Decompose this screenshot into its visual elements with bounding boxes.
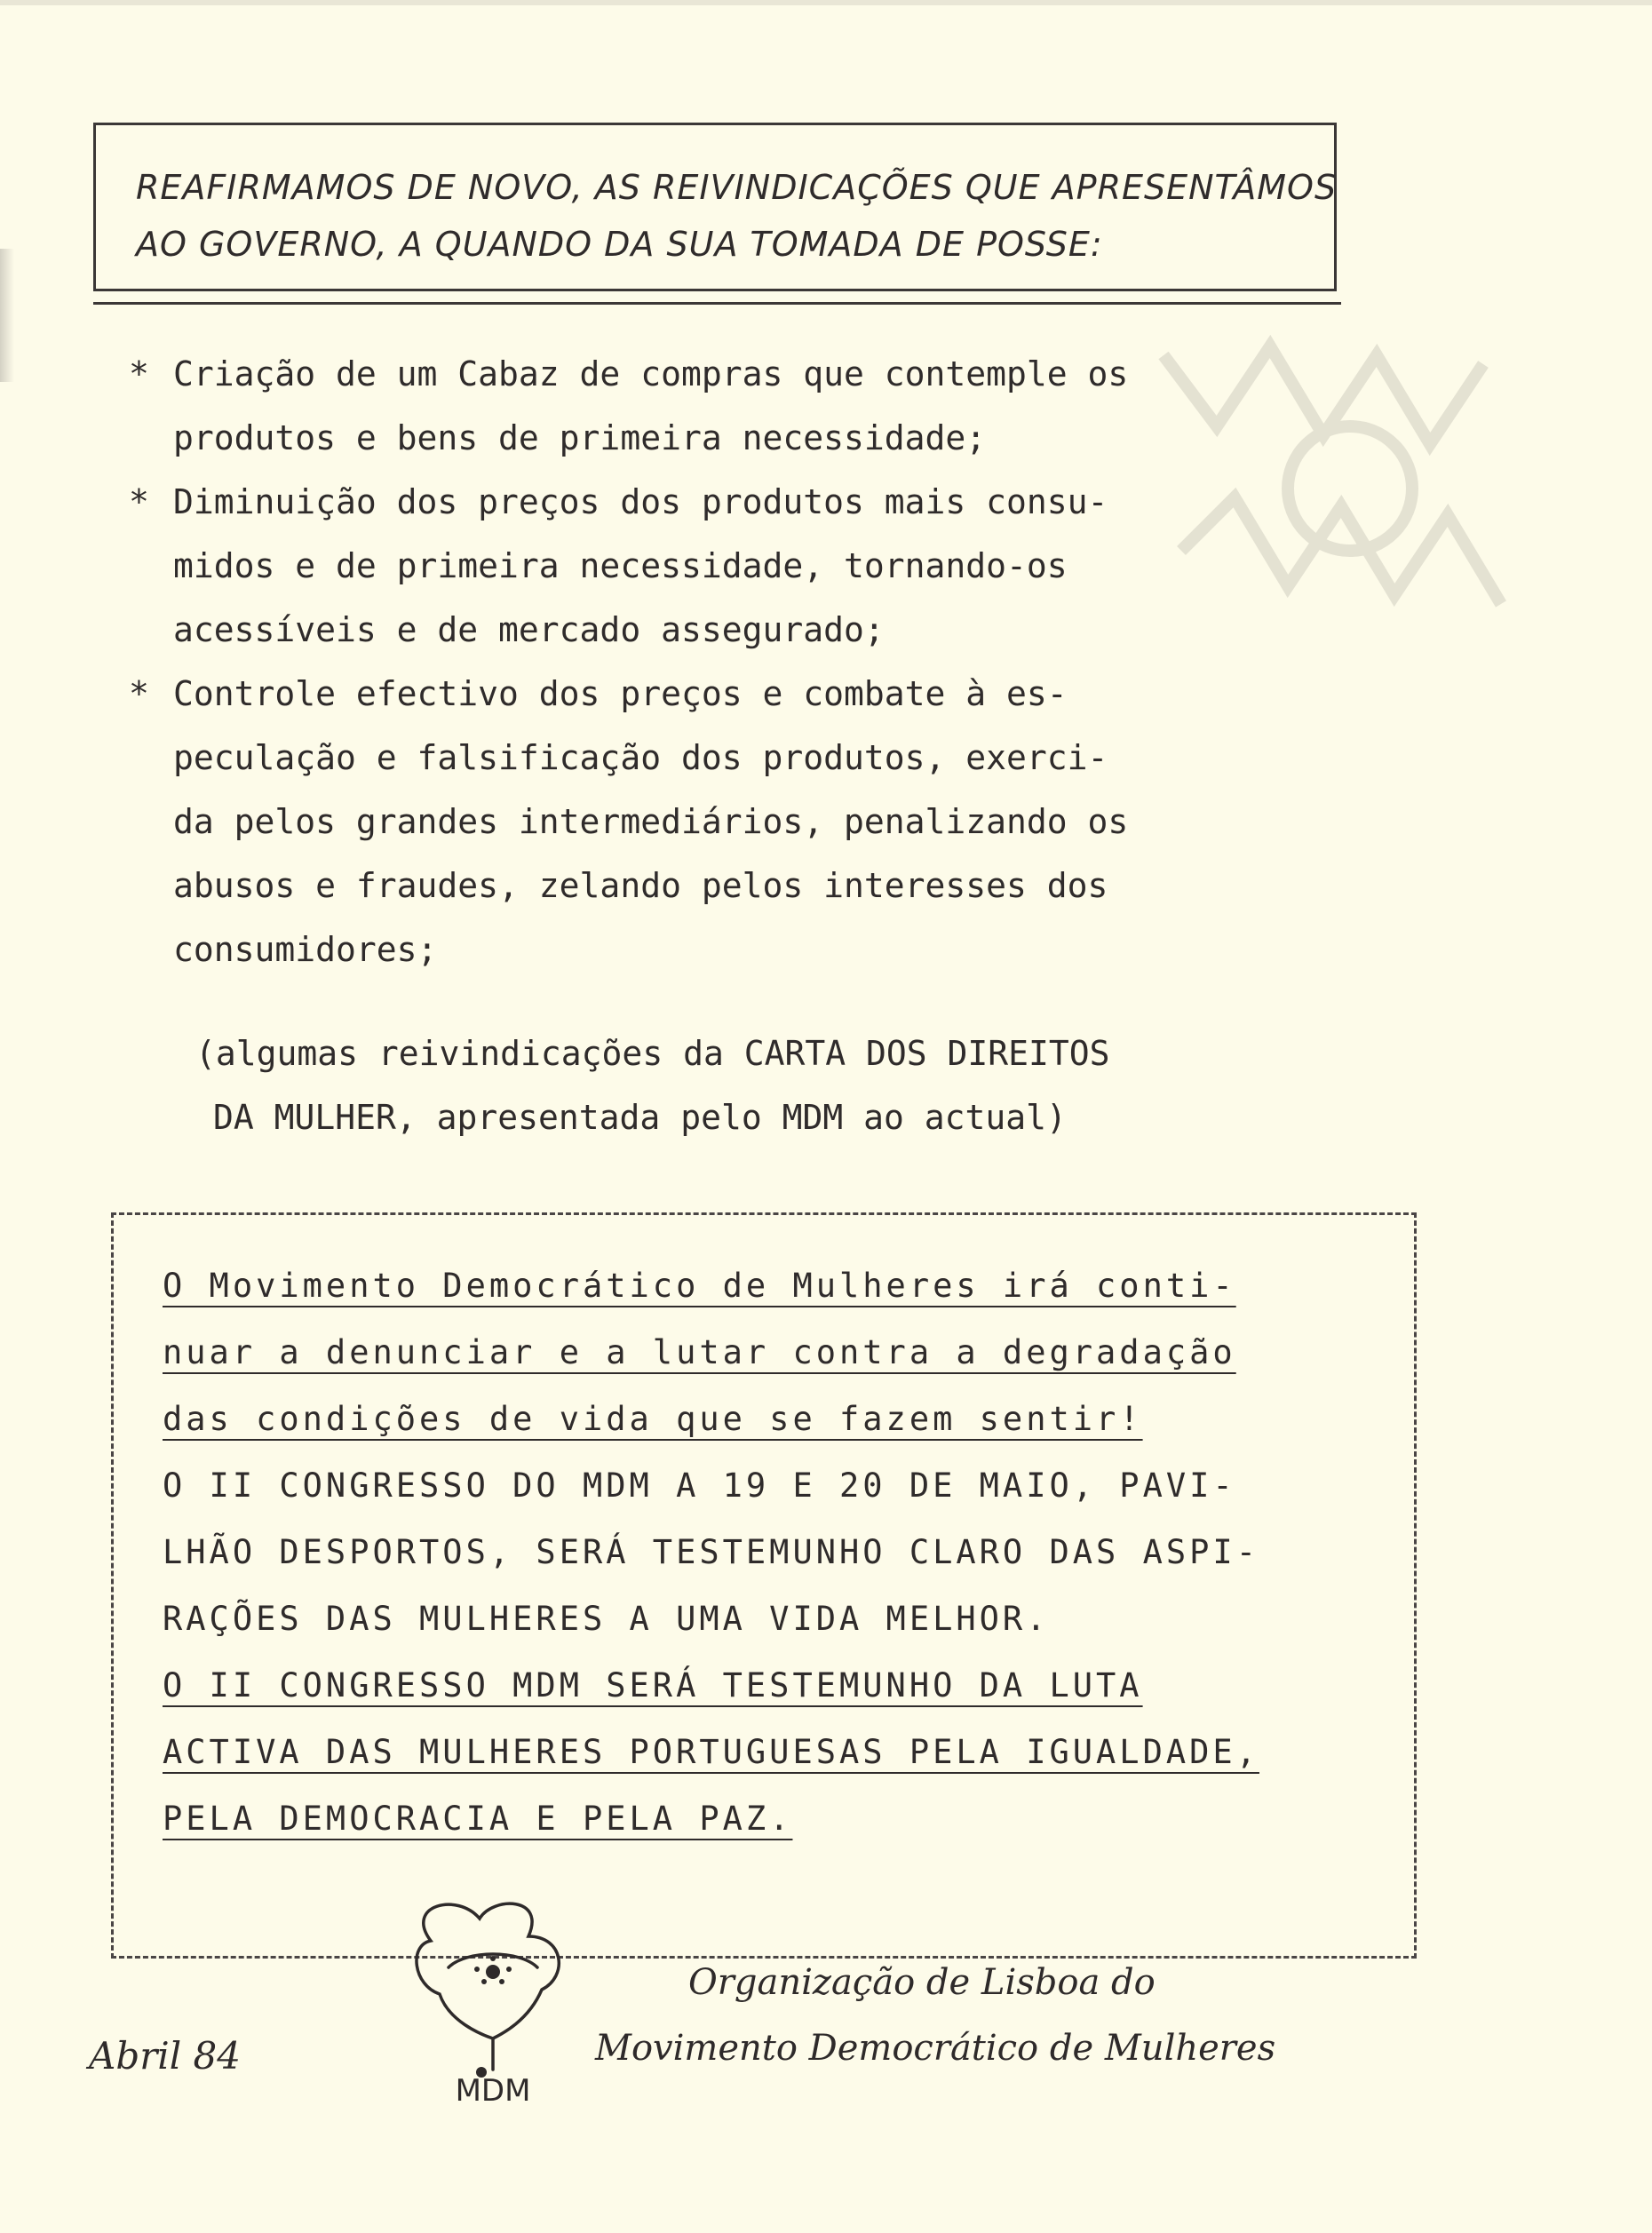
demand-line: consumidores;: [173, 930, 438, 969]
flower-dot: [499, 1979, 504, 1984]
organization-signature: [595, 1950, 1275, 2081]
flower-dot: [481, 1979, 487, 1984]
box-line: ACTIVA DAS MULHERES PORTUGUESAS PELA IGUALDADE,: [163, 1733, 1259, 1771]
org-line: Movimento Democrático de Mulheres: [595, 2028, 1276, 2069]
demand-line: Criação de um Cabaz de compras que contemple os: [173, 354, 1129, 393]
note: [195, 1021, 1110, 1149]
note-line: (algumas reivindicações da CARTA DOS DIREITOS: [195, 1034, 1110, 1073]
box-line: nuar a denunciar e a lutar contra a degradação: [163, 1333, 1236, 1371]
box-line: PELA DEMOCRACIA E PELA PAZ.: [163, 1800, 793, 1838]
flower-center: [486, 1965, 500, 1979]
box-line: O II CONGRESSO DO MDM A 19 E 20 DE MAIO, PAVI-: [163, 1466, 1236, 1505]
asterisk-bullet: *: [129, 354, 149, 393]
flower-dot: [506, 1967, 512, 1972]
header-line: AO GOVERNO, A QUANDO DA SUA TOMADA DE POSSE:: [136, 225, 1103, 264]
date: Abril 84: [89, 2034, 241, 2078]
paper-top-edge: [0, 0, 1652, 5]
demand-line: Diminuição dos preços dos produtos mais consu-: [173, 482, 1108, 521]
demand-item: [129, 662, 1283, 981]
mdm-logo: [395, 1887, 591, 2110]
flower-dot: [474, 1967, 480, 1972]
demand-line: produtos e bens de primeira necessidade;: [173, 418, 987, 457]
demand-line: da pelos grandes intermediários, penalizando os: [173, 802, 1129, 841]
asterisk-bullet: *: [129, 674, 149, 713]
demand-item: [129, 342, 1283, 470]
demand-line: abusos e fraudes, zelando pelos interesses dos: [173, 866, 1108, 905]
box-line: RAÇÕES DAS MULHERES A UMA VIDA MELHOR.: [163, 1600, 1050, 1638]
demand-line: midos e de primeira necessidade, tornando-os: [173, 546, 1068, 585]
demands-list: [129, 342, 1283, 981]
box-line: LHÃO DESPORTOS, SERÁ TESTEMUNHO CLARO DAS ASPI-: [163, 1533, 1259, 1571]
demand-item: [129, 470, 1283, 662]
header-box: [93, 123, 1337, 291]
header-line: REAFIRMAMOS DE NOVO, AS REIVINDICAÇÕES QUE APRESENTÂMOS: [136, 168, 1338, 207]
logo-text: MDM: [455, 2073, 531, 2109]
paper-shadow: [0, 249, 14, 382]
note-line: DA MULHER, apresentada pelo MDM ao actual): [213, 1098, 1067, 1137]
flower-dot: [490, 1956, 496, 1961]
box-line: O II CONGRESSO MDM SERÁ TESTEMUNHO DA LUTA: [163, 1666, 1143, 1705]
demand-line: peculação e falsificação dos produtos, exerci-: [173, 738, 1108, 777]
box-line: das condições de vida que se fazem sentir!: [163, 1400, 1143, 1438]
org-line: Organização de Lisboa do: [688, 1962, 1156, 2003]
congress-box: [111, 1212, 1417, 1959]
header-underline: [93, 302, 1341, 305]
demand-line: Controle efectivo dos preços e combate à es-: [173, 674, 1068, 713]
asterisk-bullet: *: [129, 482, 149, 521]
demand-line: acessíveis e de mercado assegurado;: [173, 610, 885, 649]
box-line: O Movimento Democrático de Mulheres irá conti-: [163, 1267, 1236, 1305]
